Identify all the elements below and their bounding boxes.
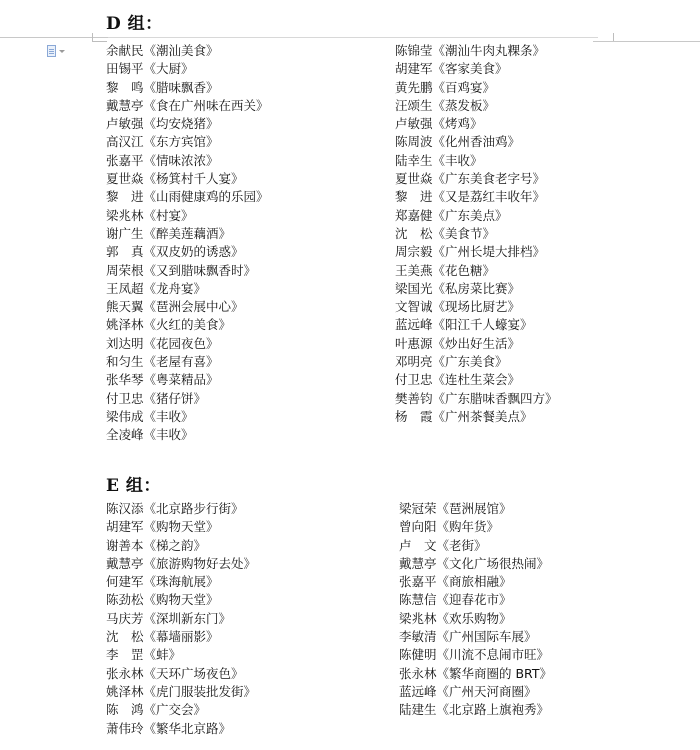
list-item: 卢敏强《烤鸡》 <box>395 116 483 132</box>
list-item: 余献民《潮汕美食》 <box>106 43 219 58</box>
list-item: 萧伟玲《繁华北京路》 <box>106 720 232 736</box>
list-item: 胡建军《客家美食》 <box>395 61 508 77</box>
list-item: 戴慧亭《文化广场很热闹》 <box>399 555 550 571</box>
list-item: 陈周波《化州香油鸡》 <box>395 134 521 150</box>
list-item: 文智诚《现场比厨艺》 <box>395 299 521 315</box>
list-item: 邓明亮《广东美食》 <box>395 354 508 370</box>
list-item: 张华琴《粤菜精品》 <box>106 372 219 388</box>
list-item: 卢敏强《均安烧猪》 <box>106 116 219 132</box>
group-d-right-list <box>395 42 558 426</box>
group-d-left-list <box>106 42 269 445</box>
list-item: 黎 鸣《腊味飘香》 <box>106 79 219 95</box>
list-item: 沈 松《美食节》 <box>395 225 496 241</box>
list-item: 张永林《天环广场夜色》 <box>106 665 244 681</box>
group-e-left-list <box>106 500 256 738</box>
group-e-title: E 组： <box>106 476 161 496</box>
list-item: 陈 鸿《广交会》 <box>106 702 207 718</box>
dropdown-caret-icon <box>59 50 65 53</box>
list-item: 卢 文《老街》 <box>399 537 487 553</box>
group-e-right-list <box>399 500 552 720</box>
list-item: 马庆芳《深圳新东门》 <box>106 610 232 626</box>
list-item: 蓝远峰《广州天河商圈》 <box>399 683 537 699</box>
list-item: 和匀生《老屋有喜》 <box>106 354 219 370</box>
list-item: 刘达明《花园夜色》 <box>106 335 219 351</box>
list-item: 曾向阳《购年货》 <box>399 519 500 535</box>
left-margin-mark <box>92 33 107 42</box>
list-item: 谢广生《醉美莲藕酒》 <box>106 225 232 241</box>
list-item: 付卫忠《猪仔饼》 <box>106 390 207 406</box>
list-item: 陈锦莹《潮汕牛肉丸粿条》 <box>395 43 546 58</box>
list-item: 陈劲松《购物天堂》 <box>106 592 219 608</box>
list-item: 陈慧信《迎春花市》 <box>399 592 512 608</box>
header-guide-line <box>593 41 700 42</box>
list-item: 黄先鹏《百鸡宴》 <box>395 79 496 95</box>
list-item: 梁国光《私房菜比赛》 <box>395 280 521 296</box>
list-item: 张嘉平《情味浓浓》 <box>106 152 219 168</box>
header-guide-line <box>108 37 598 38</box>
document-icon[interactable] <box>47 44 69 58</box>
list-item: 姚泽林《火红的美食》 <box>106 317 232 333</box>
list-item: 李敏清《广州国际车展》 <box>399 629 537 645</box>
list-item: 姚泽林《虎门服装批发街》 <box>106 683 257 699</box>
list-item: 沈 松《幕墙丽影》 <box>106 629 219 645</box>
list-item: 陆幸生《丰收》 <box>395 152 483 168</box>
list-item: 梁兆林《欢乐购物》 <box>399 610 512 626</box>
list-item: 谢善本《梯之韵》 <box>106 537 207 553</box>
list-item: 何建军《珠海航展》 <box>106 574 219 590</box>
list-item: 戴慧亭《食在广州味在西关》 <box>106 97 269 113</box>
list-item: 蓝远峰《阳江千人蠔宴》 <box>395 317 533 333</box>
list-item: 梁伟成《丰收》 <box>106 408 194 424</box>
list-item: 付卫忠《连杜生菜会》 <box>395 372 521 388</box>
page-icon <box>47 45 56 57</box>
list-item: 田锡平《大厨》 <box>106 61 194 77</box>
list-item: 胡建军《购物天堂》 <box>106 519 219 535</box>
list-item: 汪颂生《蒸发板》 <box>395 97 496 113</box>
group-d-title: D 组： <box>106 14 163 34</box>
list-item: 陈汉添《北京路步行街》 <box>106 501 244 516</box>
list-item: 王凤超《龙舟宴》 <box>106 280 207 296</box>
list-item: 王美燕《花色糖》 <box>395 262 496 278</box>
list-item: 周宗毅《广州长堤大排档》 <box>395 244 546 260</box>
list-item: 黎 进《又是荔红丰收年》 <box>395 189 546 205</box>
list-item: 李 罡《蚌》 <box>106 647 182 663</box>
list-item: 杨 霞《广州茶餐美点》 <box>395 408 533 424</box>
list-item: 黎 进《山雨健康鸡的乐园》 <box>106 189 269 205</box>
list-item: 高汉江《东方宾馆》 <box>106 134 219 150</box>
list-item: 周荣根《又到腊味飘香时》 <box>106 262 257 278</box>
list-item: 陈健明《川流不息闹市旺》 <box>399 647 550 663</box>
list-item: 夏世焱《杨箕村千人宴》 <box>106 171 244 187</box>
list-item: 陆建生《北京路上旗袍秀》 <box>399 702 550 718</box>
list-item: 戴慧亭《旅游购物好去处》 <box>106 555 257 571</box>
list-item: 梁兆林《村宴》 <box>106 207 194 223</box>
list-item: 梁冠荣《琶洲展馆》 <box>399 501 512 516</box>
list-item: 张嘉平《商旅相融》 <box>399 574 512 590</box>
list-item: 郭 真《双皮奶的诱惑》 <box>106 244 244 260</box>
list-item: 全凌峰《丰收》 <box>106 427 194 443</box>
list-item: 夏世焱《广东美食老字号》 <box>395 171 546 187</box>
list-item: 熊天翼《琶洲会展中心》 <box>106 299 244 315</box>
list-item: 张永林《繁华商圈的 BRT》 <box>399 665 552 681</box>
list-item: 樊善钧《广东腊味香飘四方》 <box>395 390 558 406</box>
list-item: 叶惠源《炒出好生活》 <box>395 335 521 351</box>
list-item: 郑嘉健《广东美点》 <box>395 207 508 223</box>
